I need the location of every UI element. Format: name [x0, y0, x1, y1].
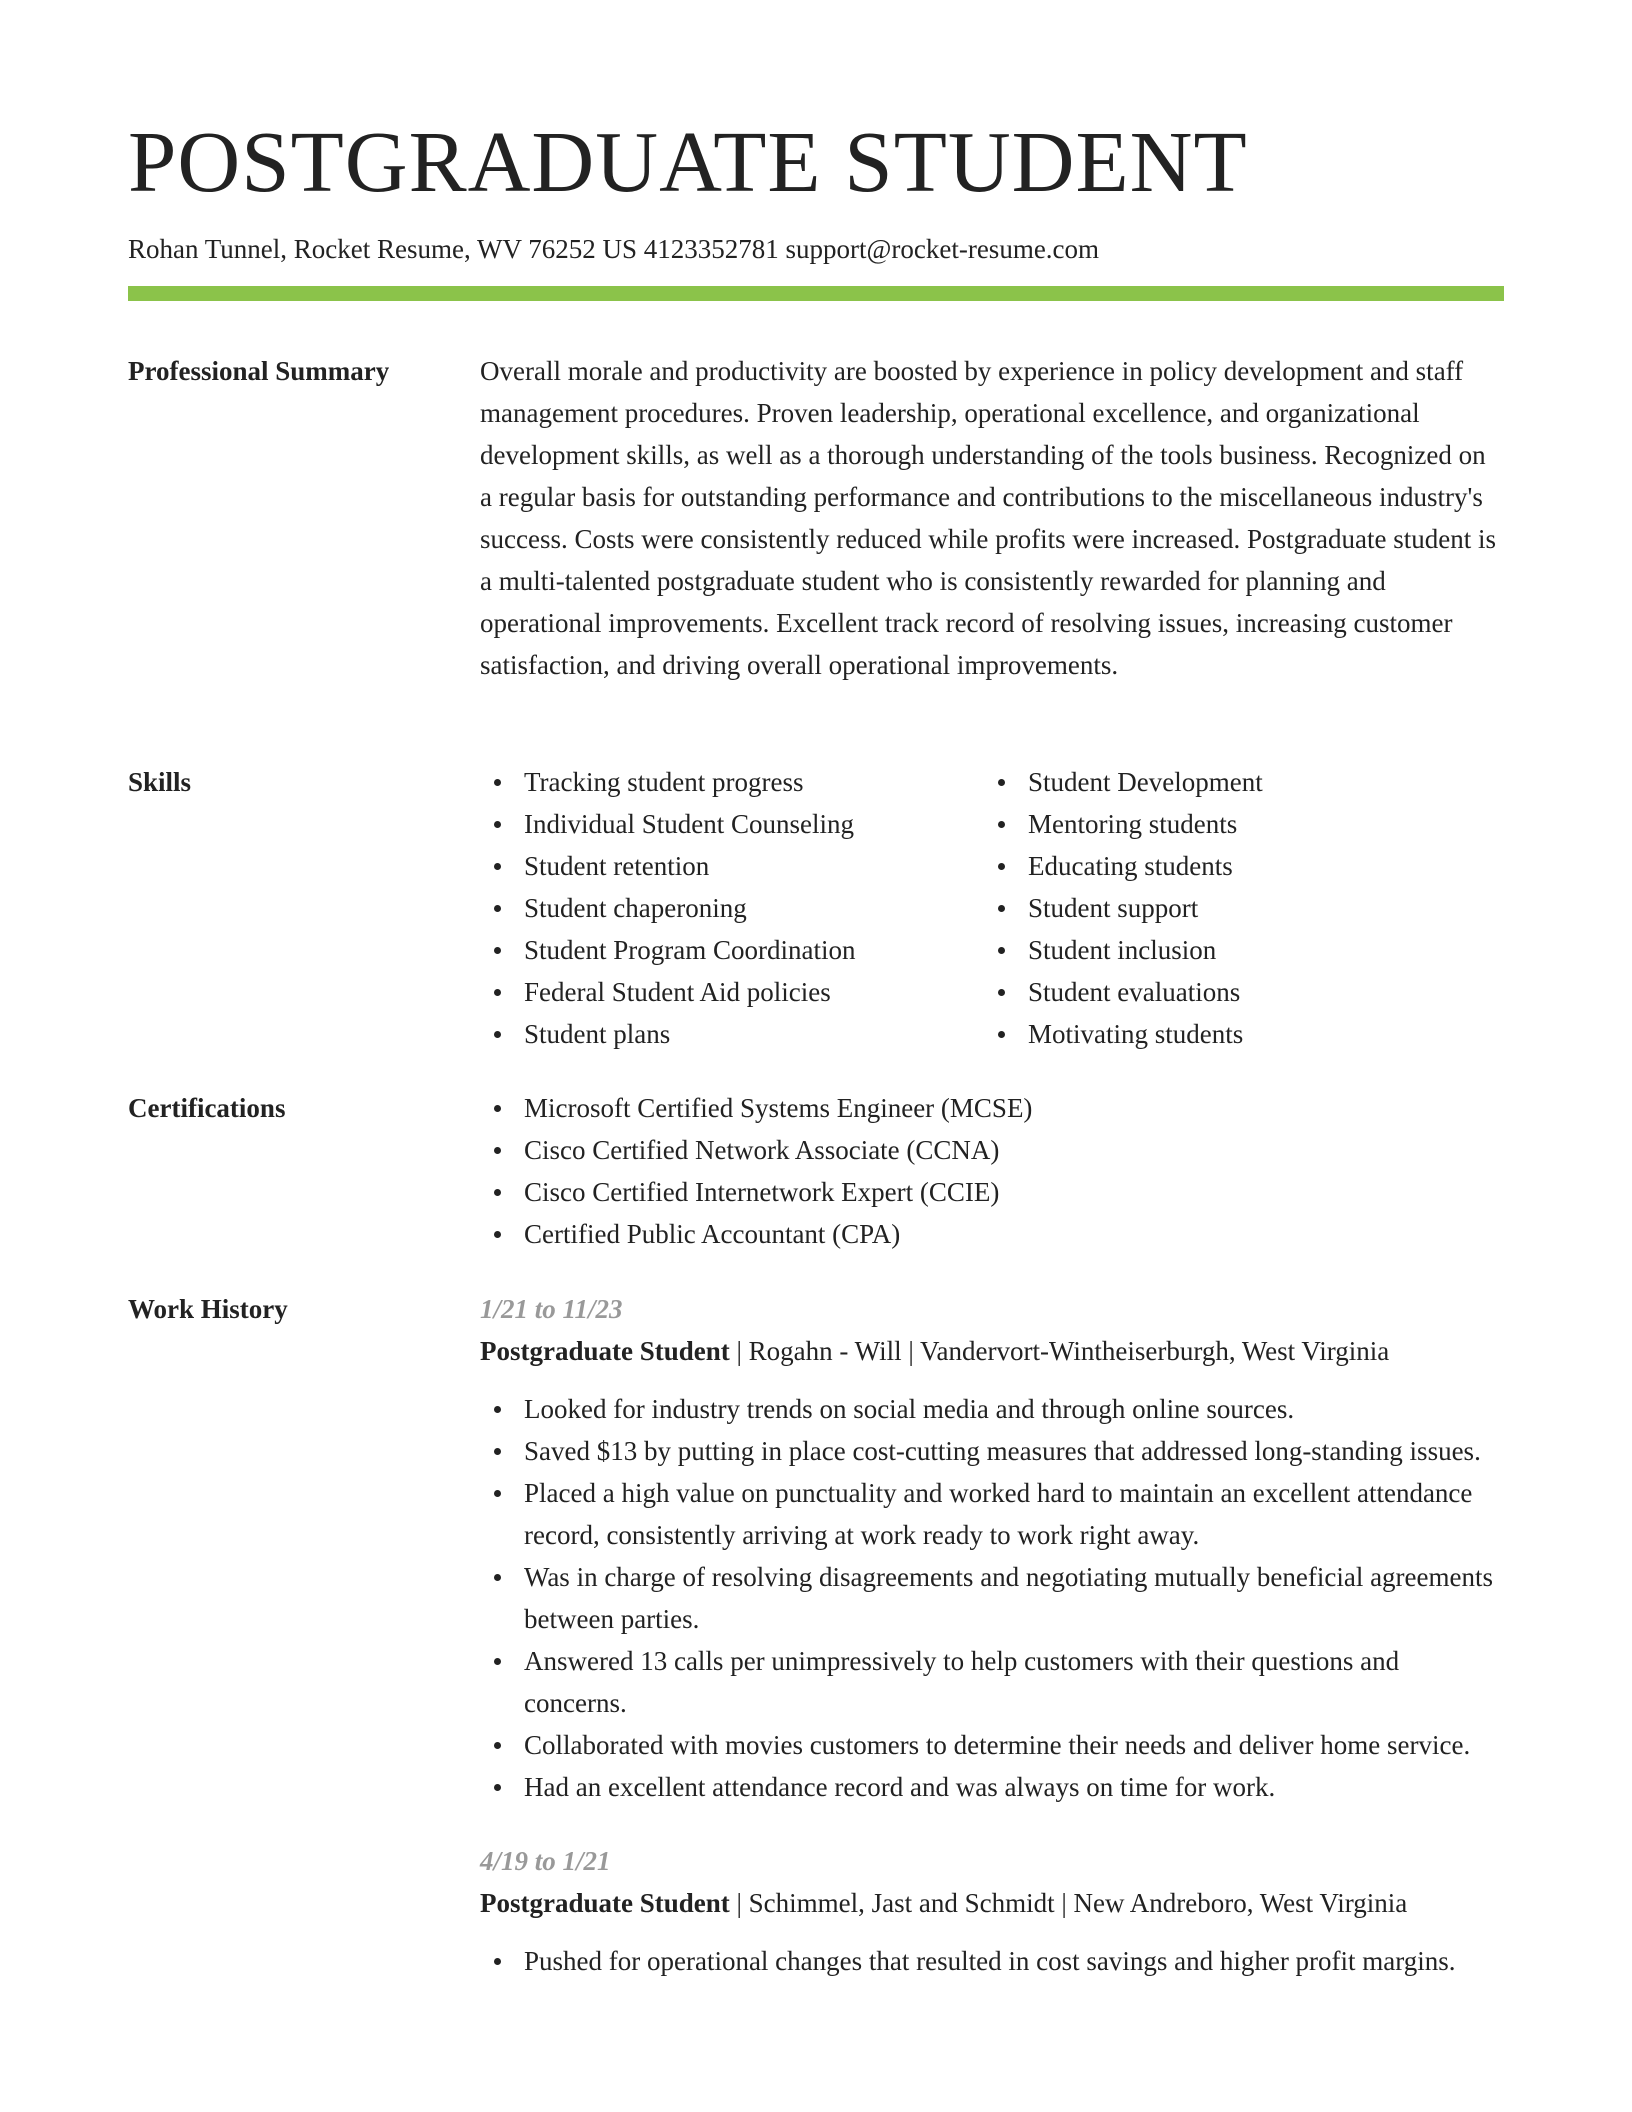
- certification-item: Microsoft Certified Systems Engineer (MCSE): [480, 1087, 1504, 1129]
- summary-text: Overall morale and productivity are boosted by experience in policy development and staff management procedures. Proven leadership, operational excellence, and organizational development skills, as well as a thorough understanding of the tools business. Recognized on a regular basis for outstanding performance and contributions to the miscellaneous industry's success. Costs were consistently reduced while profits were increased. Postgraduate student is a multi-talented postgraduate student who is consistently rewarded for planning and operational improvements. Excellent track record of resolving issues, increasing customer satisfaction, and driving overall operational improvements.: [480, 356, 1496, 680]
- skill-item: Student plans: [480, 1013, 984, 1055]
- job-bullet: Answered 13 calls per unimpressively to help customers with their questions and concerns.: [480, 1640, 1504, 1724]
- job-bullet-list: [480, 1388, 1504, 1808]
- skill-item: Federal Student Aid policies: [480, 971, 984, 1013]
- job-dates: 4/19 to 1/21: [480, 1846, 611, 1876]
- job-title: Postgraduate Student: [480, 1888, 730, 1918]
- skill-item: Individual Student Counseling: [480, 803, 984, 845]
- skill-item: Student support: [984, 887, 1488, 929]
- work-history-heading: Work History: [128, 1294, 288, 1324]
- skill-item: Motivating students: [984, 1013, 1488, 1055]
- skill-item: Tracking student progress: [480, 761, 984, 803]
- resume-name: POSTGRADUATE STUDENT: [128, 113, 1248, 210]
- job-bullet: Looked for industry trends on social media and through online sources.: [480, 1388, 1504, 1430]
- job-employer-location: | Schimmel, Jast and Schmidt | New Andreboro, West Virginia: [729, 1888, 1408, 1918]
- job-heading: [480, 1882, 1504, 1924]
- job-bullet-list: [480, 1940, 1504, 1982]
- job-bullet: Saved $13 by putting in place cost-cutting measures that addressed long-standing issues.: [480, 1430, 1504, 1472]
- job-heading: [480, 1330, 1504, 1372]
- certification-item: Cisco Certified Network Associate (CCNA): [480, 1129, 1504, 1171]
- certification-item: Cisco Certified Internetwork Expert (CCIE): [480, 1171, 1504, 1213]
- job-bullet: Collaborated with movies customers to determine their needs and deliver home service.: [480, 1724, 1504, 1766]
- skill-item: Student chaperoning: [480, 887, 984, 929]
- work-history-body: [480, 1288, 1504, 1982]
- job-bullet: Had an excellent attendance record and was always on time for work.: [480, 1766, 1504, 1808]
- skill-item: Student inclusion: [984, 929, 1488, 971]
- skills-list-left: [480, 761, 984, 1055]
- job-bullet: Was in charge of resolving disagreements and negotiating mutually beneficial agreements between parties.: [480, 1556, 1504, 1640]
- summary-body: [480, 350, 1504, 686]
- job-entry: [480, 1288, 1504, 1808]
- job-employer-location: | Rogahn - Will | Vandervort-Wintheiserburgh, West Virginia: [729, 1336, 1390, 1366]
- skill-item: Student retention: [480, 845, 984, 887]
- skills-heading: Skills: [128, 767, 192, 797]
- skill-item: Student Program Coordination: [480, 929, 984, 971]
- skill-item: Student Development: [984, 761, 1488, 803]
- skills-list-right: [984, 761, 1488, 1055]
- certifications-list: [480, 1087, 1504, 1255]
- certifications-body: [480, 1087, 1504, 1255]
- skill-item: Student evaluations: [984, 971, 1488, 1013]
- summary-heading: Professional Summary: [128, 356, 390, 386]
- skill-item: Educating students: [984, 845, 1488, 887]
- job-dates: 1/21 to 11/23: [480, 1294, 623, 1324]
- contact-line: Rohan Tunnel, Rocket Resume, WV 76252 US 4123352781 support@rocket-resume.com: [128, 234, 1100, 264]
- certifications-heading: Certifications: [128, 1093, 286, 1123]
- job-entry: [480, 1840, 1504, 1982]
- header-divider: [128, 286, 1504, 301]
- job-title: Postgraduate Student: [480, 1336, 730, 1366]
- job-bullet: Pushed for operational changes that resulted in cost savings and higher profit margins.: [480, 1940, 1504, 1982]
- job-bullet: Placed a high value on punctuality and worked hard to maintain an excellent attendance record, consistently arriving at work ready to work right away.: [480, 1472, 1504, 1556]
- certification-item: Certified Public Accountant (CPA): [480, 1213, 1504, 1255]
- skills-body: [480, 761, 1504, 1055]
- skill-item: Mentoring students: [984, 803, 1488, 845]
